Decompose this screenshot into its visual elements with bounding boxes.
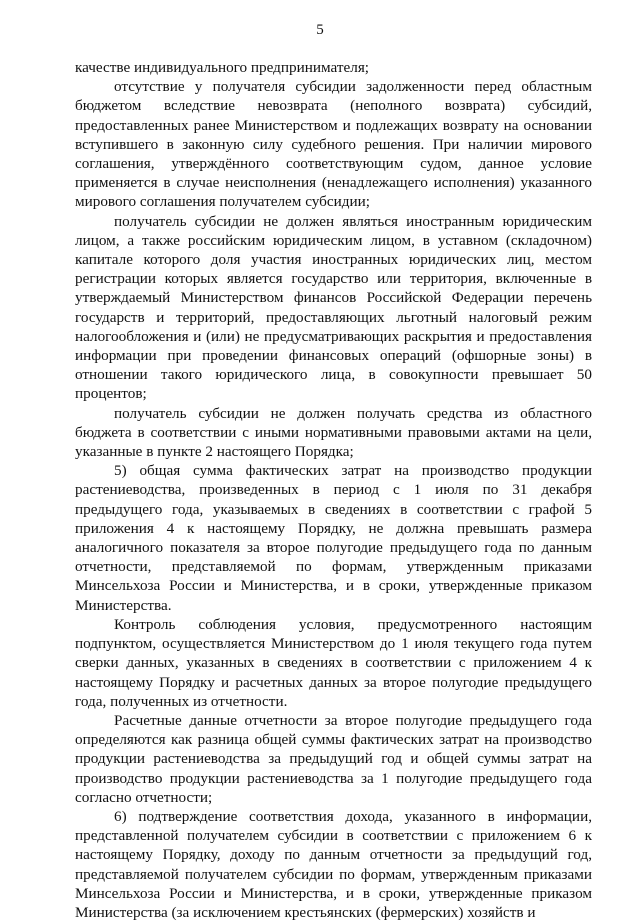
paragraph-3: получатель субсидии не должен являться иностранным юридическим лицом, а также российским юридическим лицом, в уставном (складочном) капитале которого доля участия иностранных юридических лиц, местом регистрации которых является государство или территория, включенные в утверждаемый Министерством финансов Российской Федерации перечень государств и территорий, предоставляющих льготный налоговый режим налогообложения и (или) не предусматривающих раскрытия и предоставления информации при проведении финансовых операций (офшорные зоны) в отношении такого юридического лица, в совокупности превышает 50 процентов; <box>75 212 592 403</box>
page-number: 5 <box>316 22 324 38</box>
paragraph-8: 6) подтверждение соответствия дохода, указанного в информации, представленной получателем субсидии в соответствии с приложением 6 к настоящему Порядку, доходу по данным отчетности за предыдущий год, представляемой получателем субсидии по формам, утвержденным приказами Минсельхоза России и Министерства, и в сроки, утвержденные приказом Министерства (за исключением крестьянских (фермерских) хозяйств и <box>75 807 592 921</box>
paragraph-7: Расчетные данные отчетности за второе полугодие предыдущего года определяются как разница общей суммы фактических затрат на производство продукции растениеводства за предыдущий год и общей суммы затрат на производство продукции растениеводства за 1 полугодие предыдущего года согласно отчетности; <box>75 711 592 806</box>
paragraph-1: качестве индивидуального предпринимателя; <box>75 59 370 76</box>
paragraph-2: отсутствие у получателя субсидии задолженности перед областным бюджетом вследствие невозврата (неполного возврата) субсидий, предоставленных ранее Министерством и подлежащих возврату на основании вступившего в законную силу судебного решения. При наличии мирового соглашения, утверждённого соответствующим судом, данное условие применяется в случае неисполнения (ненадлежащего исполнения) указанного мирового соглашения получателем субсидии; <box>75 78 592 211</box>
document-body <box>75 58 592 922</box>
paragraph-4: получатель субсидии не должен получать средства из областного бюджета в соответствии с иными нормативными правовыми актами на цели, указанные в пункте 2 настоящего Порядка; <box>75 404 592 461</box>
paragraph-5: 5) общая сумма фактических затрат на производство продукции растениеводства, произведенных в период с 1 июля по 31 декабря предыдущего года, указываемых в сведениях в соответствии с графой 5 приложения 4 к настоящему Порядку, не должна превышать размера аналогичного показателя за второе полугодие предыдущего года по данным отчетности, представляемой по формам, утвержденным приказами Минсельхоза России и Министерства, и в сроки, утвержденные приказом Министерства. <box>75 462 592 614</box>
paragraph-6: Контроль соблюдения условия, предусмотренного настоящим подпунктом, осуществляется Министерством до 1 июля текущего года путем сверки данных, указанных в сведениях в соответствии с приложением 4 к настоящему Порядку и расчетных данных за второе полугодие предыдущего года, полученных из отчетности. <box>75 615 592 710</box>
